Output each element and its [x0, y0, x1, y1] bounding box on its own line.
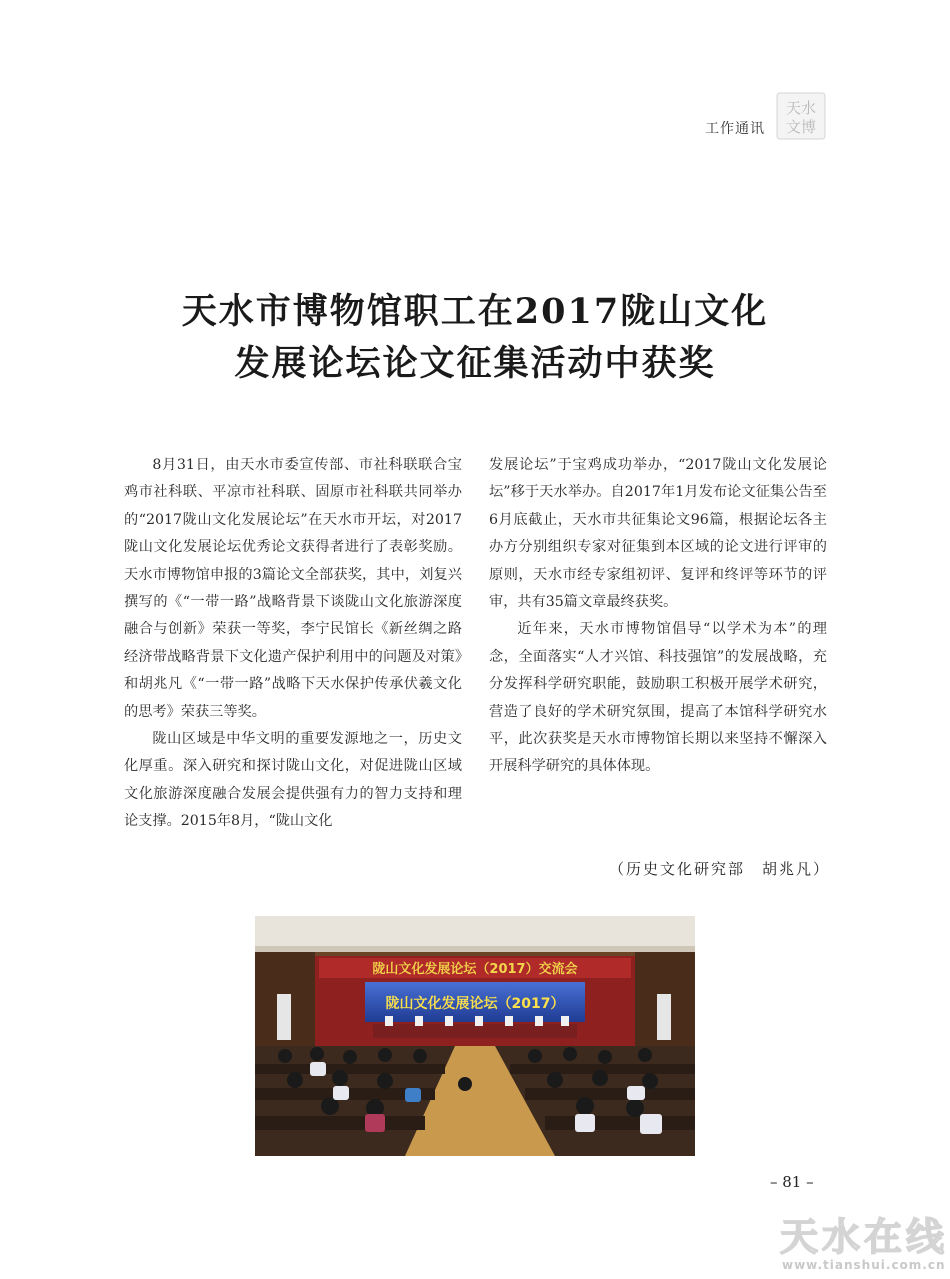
svg-text:天水: 天水 [785, 99, 817, 117]
paragraph: 陇山区域是中华文明的重要发源地之一，历史文化厚重。深入研究和探讨陇山文化，对促进陇山区域文化旅游深度融合发展会提供强有力的智力支持和理论支撑。2015年8月，“陇山文化 [124, 731, 462, 830]
photo-banner-text: 陇山文化发展论坛（2017）交流会 [372, 962, 578, 977]
photo-screen-text: 陇山文化发展论坛（2017） [385, 996, 565, 1012]
paragraph: 近年来，天水市博物馆倡导“以学术为本”的理念，全面落实“人才兴馆、科技强馆”的发展战略，充分发挥科学研究职能，鼓励职工积极开展学术研究，营造了良好的学术研究氛围，提高了本馆科学研究水平，此次获奖是天水市博物馆长期以来坚持不懈深入开展科学研究的具体体现。 [489, 621, 827, 775]
section-label: 工作通讯 [705, 121, 765, 137]
article-title-line1: 天水市博物馆职工在2017陇山文化 [181, 291, 769, 332]
article-column-right [489, 452, 827, 781]
svg-text:文博: 文博 [785, 118, 817, 136]
paragraph: 发展论坛”于宝鸡成功举办，“2017陇山文化发展论坛”移于天水举办。自2017年1月发布论文征集公告至6月底截止，天水市共征集论文96篇，根据论坛各主办方分别组织专家对征集到本区域的论文进行评审的原则，天水市经专家组初评、复评和终评等环节的评审，共有35篇文章最终获奖。 [489, 457, 827, 611]
journal-logo [776, 92, 826, 140]
svg-text:天水在线: 天水在线 [780, 1215, 949, 1259]
watermark-url: www.tianshui.com.cn [782, 1258, 946, 1272]
article-author: （历史文化研究部 胡兆凡） [608, 860, 830, 878]
conference-photo [255, 916, 695, 1156]
paragraph: 8月31日，由天水市委宣传部、市社科联联合宝鸡市社科联、平凉市社科联、固原市社科联共同举办的“2017陇山文化发展论坛”在天水市开坛，对2017陇山文化发展论坛优秀论文获得者进行了表彰奖励。天水市博物馆申报的3篇论文全部获奖，其中，刘复兴撰写的《“一带一路”战略背景下谈陇山文化旅游深度融合与创新》荣获一等奖，李宁民馆长《新丝绸之路经济带战略背景下文化遗产保护利用中的问题及对策》和胡兆凡《“一带一路”战略下天水保护传承伏羲文化的思考》荣获三等奖。 [124, 457, 462, 720]
article-title-line2: 发展论坛论文征集活动中获奖 [234, 343, 716, 384]
article-column-left [124, 452, 462, 836]
page-number: – 81 – [770, 1173, 814, 1191]
